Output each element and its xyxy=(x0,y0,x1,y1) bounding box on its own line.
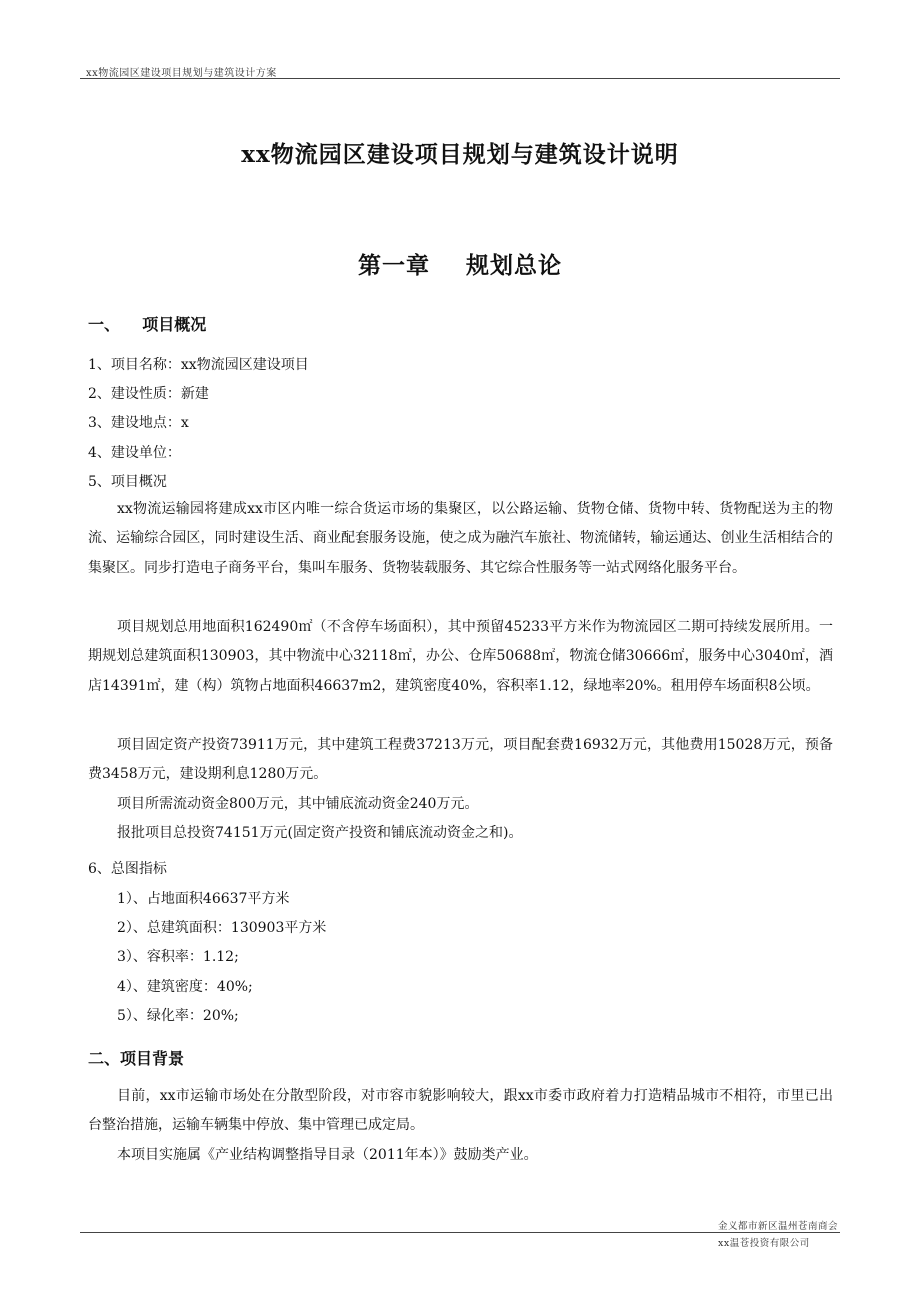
footer-line-2: xx温苍投资有限公司 xyxy=(718,1238,810,1249)
indicator-item: 2）、总建筑面积：130903平方米 xyxy=(117,920,327,936)
list-item: 5、项目概况 xyxy=(88,474,167,490)
paragraph-overview-intro: xx物流运输园将建成xx市区内唯一综合货运市场的集聚区，以公路运输、货物仓储、货物中转、货物配送为主的物流、运输综合园区，同时建设生活、商业配套服务设施，使之成为融汽车旅社、物流储转，输运通达、创业生活相结合的集聚区。同步打造电子商务平台，集叫车服务、货物装载服务、其它综合性服务等一站式网络化服务平台。 xyxy=(88,501,833,576)
paragraph-working-capital: 项目所需流动资金800万元，其中铺底流动资金240万元。 xyxy=(117,796,479,812)
list-item: 4、建设单位： xyxy=(88,445,181,461)
paragraph-background: 目前，xx市运输市场处在分散型阶段，对市容市貌影响较大，跟xx市委市政府着力打造精品城市不相符，市里已出台整治措施，运输车辆集中停放、集中管理已成定局。 xyxy=(88,1088,833,1134)
paragraph-total-investment: 报批项目总投资74151万元(固定资产投资和铺底流动资金之和)。 xyxy=(117,825,523,841)
header-rule xyxy=(80,78,840,79)
list-item: 3、建设地点：x xyxy=(88,415,189,431)
indicator-item: 1）、占地面积46637平方米 xyxy=(117,891,290,907)
indicator-item: 4）、建筑密度：40%; xyxy=(117,979,253,995)
section-heading-background: 二、项目背景 xyxy=(88,1049,185,1068)
paragraph-fixed-investment: 项目固定资产投资73911万元，其中建筑工程费37213万元，项目配套费16932万元，其他费用15028万元，预备费3458万元，建设期利息1280万元。 xyxy=(88,737,833,783)
paragraph-industry-catalog: 本项目实施属《产业结构调整指导目录（2011年本）》鼓励类产业。 xyxy=(117,1147,538,1163)
list-item: 1、项目名称：xx物流园区建设项目 xyxy=(88,357,309,373)
indicator-item: 3）、容积率：1.12; xyxy=(117,949,239,965)
chapter-title: 第一章 规划总论 xyxy=(357,252,563,279)
paragraph-land-area: 项目规划总用地面积162490㎡（不含停车场面积），其中预留45233平方米作为物流园区二期可持续发展所用。一期规划总建筑面积130903，其中物流中心32118㎡，办公、仓库50688㎡，物流仓储30666㎡，服务中心3040㎡，酒店14391㎡，建（构）筑物占地面积46637m2，建筑密度40%，容积率1.12，绿地率20%。租用停车场面积8公顷。 xyxy=(88,619,833,694)
indicator-item: 5）、绿化率：20%; xyxy=(117,1008,239,1024)
footer-line-1: 金义都市新区温州苍南商会 xyxy=(717,1221,838,1232)
indicators-heading: 6、总图指标 xyxy=(88,861,167,877)
running-header: xx物流园区建设项目规划与建筑设计方案 xyxy=(86,68,277,79)
document-title: xx物流园区建设项目规划与建筑设计说明 xyxy=(241,141,679,168)
list-item: 2、建设性质：新建 xyxy=(88,386,209,402)
footer-rule xyxy=(80,1232,840,1233)
section-heading-overview: 一、 项目概况 xyxy=(88,315,207,334)
